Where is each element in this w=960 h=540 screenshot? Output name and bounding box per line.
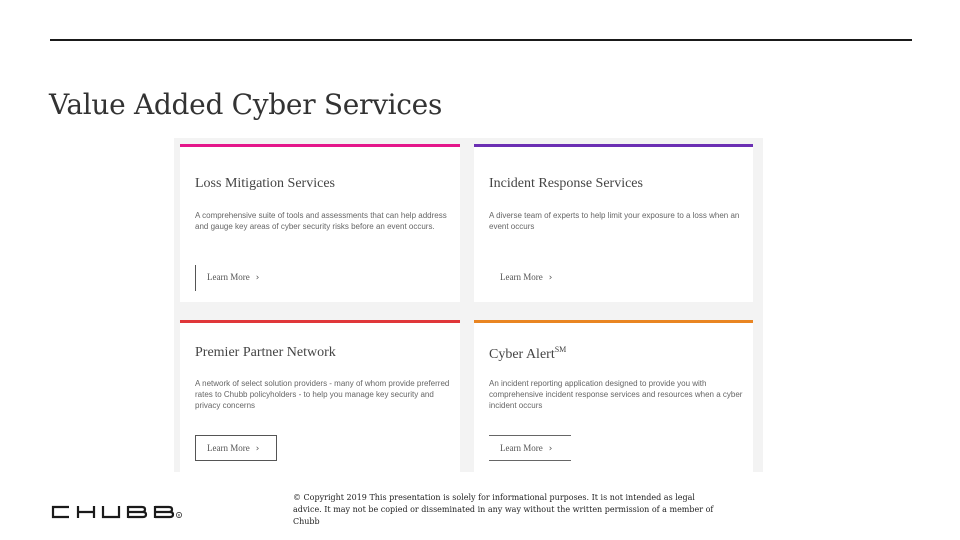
- learn-more-button[interactable]: [489, 265, 571, 291]
- button-label: Learn More: [500, 443, 543, 453]
- card-title: [489, 345, 566, 363]
- chevron-right-icon: ›: [548, 444, 553, 454]
- card-description: A comprehensive suite of tools and assessments that can help address and gauge key areas of cyber security risks before an event occurs.: [195, 211, 447, 231]
- card-incident-response: [474, 144, 753, 302]
- card-cyber-alert: [474, 320, 753, 472]
- service-mark: SM: [554, 345, 567, 354]
- card-title: Loss Mitigation Services: [195, 176, 335, 191]
- card-accent: [474, 144, 753, 147]
- card-premier-partner: [180, 320, 460, 472]
- card-description: A diverse team of experts to help limit your exposure to a loss when an event occurs: [489, 211, 740, 231]
- learn-more-button[interactable]: [195, 265, 277, 291]
- card-loss-mitigation: [180, 144, 460, 302]
- button-label: Learn More: [500, 272, 543, 282]
- card-accent: [474, 320, 753, 323]
- card-description: An incident reporting application designed to provide you with comprehensive incident response services and resources when a cyber incident occurs: [489, 379, 743, 410]
- chevron-right-icon: ›: [548, 273, 553, 283]
- chevron-right-icon: ›: [255, 444, 260, 454]
- learn-more-button[interactable]: [195, 435, 277, 461]
- button-label: Learn More: [207, 443, 250, 453]
- card-title: Incident Response Services: [489, 176, 643, 191]
- learn-more-button[interactable]: [489, 435, 571, 461]
- top-divider: [50, 39, 912, 41]
- card-title: Premier Partner Network: [195, 345, 336, 360]
- services-screenshot: [174, 138, 763, 472]
- card-title-text: Cyber Alert: [489, 347, 555, 362]
- card-description: A network of select solution providers - many of whom provide preferred rates to Chubb policyholders - to help you manage key security and privacy concerns: [195, 379, 450, 410]
- slide-title: Value Added Cyber Services: [49, 88, 443, 121]
- svg-text:R: R: [177, 513, 181, 518]
- copyright-notice: © Copyright 2019 This presentation is solely for informational purposes. It is not intended as legal advice. It may not be copied or disseminated in any way without the written permission of a member of Chubb: [293, 493, 714, 526]
- chevron-right-icon: ›: [255, 273, 260, 283]
- card-accent: [180, 320, 460, 323]
- chubb-logo: [50, 500, 183, 522]
- button-label: Learn More: [207, 272, 250, 282]
- card-accent: [180, 144, 460, 147]
